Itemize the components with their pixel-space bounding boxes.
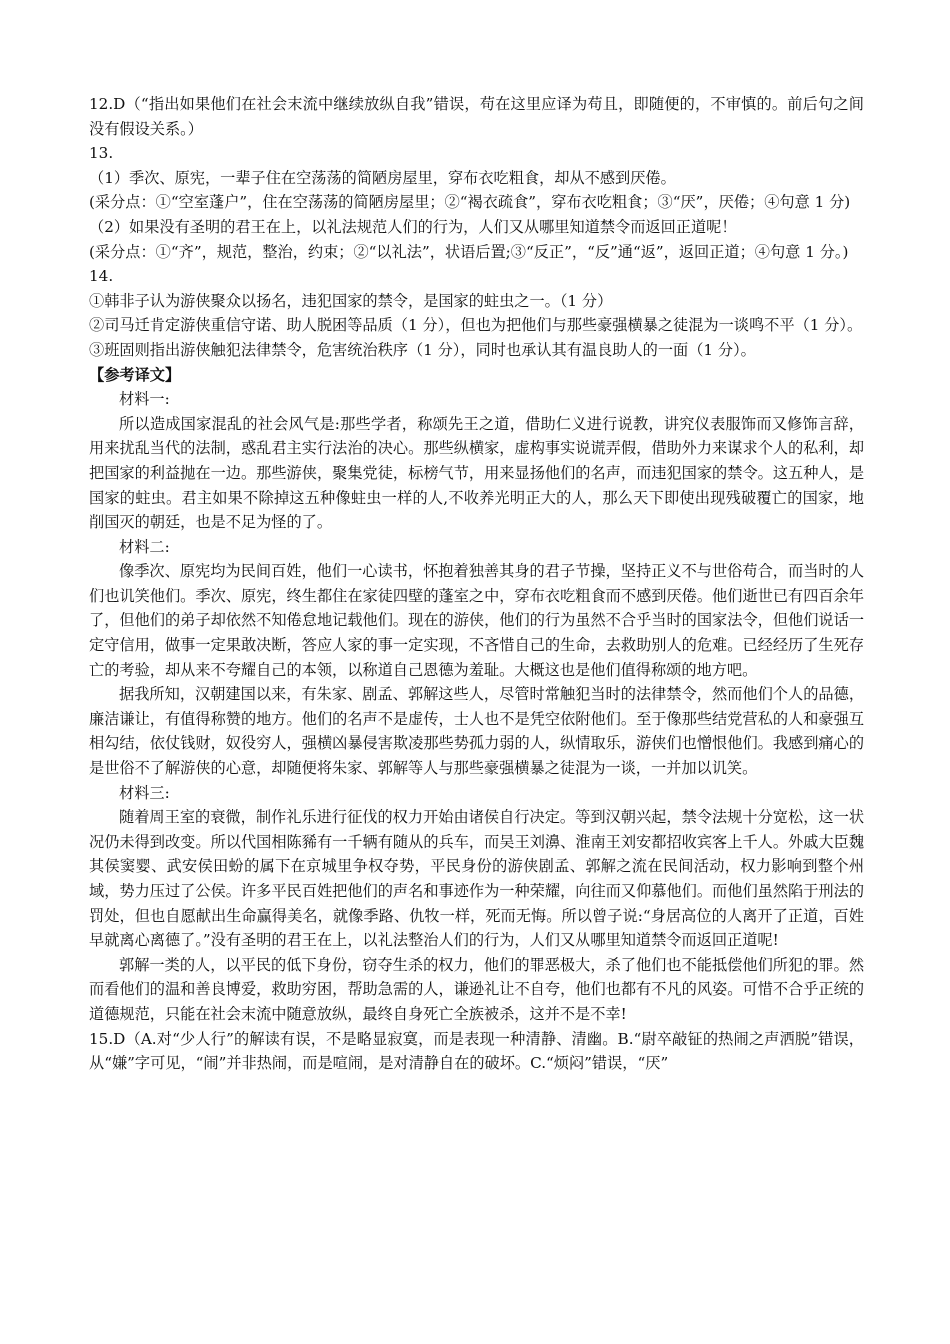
material-1-label: 材料一: [119,390,170,409]
answer-14-number: 14. [89,267,114,286]
translation-heading: 【参考译文】 [89,365,181,384]
answer-13-number: 13. [89,144,114,163]
material-3-paragraph-1: 随着周王室的衰微，制作礼乐进行征伐的权力开始由诸侯自行决定。等到汉朝兴起，禁令法规十分宽松，这一状况仍未得到改变。所以代国相陈豨有一千辆有随从的兵车，而吴王刘濞、淮南王刘安都招收宾客上千人。外戚大臣魏其侯窦婴、武安侯田蚡的属下在京城里争权夺势，平民身份的游侠剧孟、郭解之流在民间活动，权力影响到整个州域，势力压过了公侯。许多平民百姓把他们的声名和事迹作为一种荣耀，向往而又仰慕他们。而他们虽然陷于刑法的罚处，但也自愿献出生命赢得美名，就像季路、仇牧一样，死而无悔。所以曾子说:“身居高位的人离开了正道，百姓早就离心离德了。”没有圣明的君王在上，以礼法整治人们的行为，人们又从哪里知道禁令而返回正道呢! [89,808,864,950]
material-2-paragraph-1: 像季次、原宪均为民间百姓，他们一心读书，怀抱着独善其身的君子节操，坚持正义不与世俗苟合，而当时的人们也讥笑他们。季次、原宪，终生都住在家徒四壁的蓬室之中，穿布衣吃粗食而不感到厌倦。他们逝世已有四百余年了，但他们的弟子却依然不知倦怠地记载他们。现在的游侠，他们的行为虽然不合乎当时的国家法令，但他们说话一定守信用，做事一定果敢决断，答应人家的事一定实现，不吝惜自己的生命，去救助别人的危难。已经经历了生死存亡的考验，却从来不夸耀自己的本领，以称道自己恩德为羞耻。大概这也是他们值得称颂的地方吧。 [89,562,864,679]
answer-14-point-1: ①韩非子认为游侠聚众以扬名，违犯国家的禁令，是国家的蛀虫之一。（1 分） [89,291,613,310]
material-1-paragraph: 所以造成国家混乱的社会风气是:那些学者，称颂先王之道，借助仁义进行说教，讲究仪表服饰而又修饰言辞，用来扰乱当代的法制，惑乱君主实行法治的决心。那些纵横家，虚构事实说谎弄假，借助外力来谋求个人的私利，却把国家的利益抛在一边。那些游侠，聚集党徒，标榜气节，用来显扬他们的名声，而违犯国家的禁令。这五种人，是国家的蛀虫。君主如果不除掉这五种像蛀虫一样的人,不收养光明正大的人，那么天下即使出现残破覆亡的国家，地削国灭的朝廷，也是不足为怪的了。 [89,414,864,532]
answer-14-point-3: ③班固则指出游侠触犯法律禁令，危害统治秩序（1 分），同时也承认其有温良助人的一面（1 分）。 [89,340,756,359]
answer-15: 15.D（A.对“少人行”的解读有误，不是略显寂寞，而是表现一种清静、清幽。B.“尉卒敲钲的热闹之声洒脱”错误，从“嫌”字可见，“闹”并非热闹，而是喧闹，是对清静自在的破坏。C.“烦闷”错误，“厌” [89,1029,864,1073]
answer-13-part-1: （1）季次、原宪，一辈子住在空荡荡的简陋房屋里，穿布衣吃粗食，却从不感到厌倦。 [89,168,676,187]
material-3-paragraph-2: 郭解一类的人，以平民的低下身份，窃夺生杀的权力，他们的罪恶极大，杀了他们也不能抵偿他们所犯的罪。然而看他们的温和善良博爱，救助穷困，帮助急需的人，谦逊礼让不自夸，他们也都有不凡的风姿。可惜不合乎正统的道德规范，只能在社会末流中随意放纵，最终自身死亡全族被杀，这并不是不幸! [89,955,864,1023]
material-2-paragraph-2: 据我所知，汉朝建国以来，有朱家、剧孟、郭解这些人，尽管时常触犯当时的法律禁令，然而他们个人的品德，廉洁谦让，有值得称赞的地方。他们的名声不是虚传，士人也不是凭空依附他们。至于像那些结党营私的人和豪强互相勾结，依仗钱财，奴役穷人，强横凶暴侵害欺凌那些势孤力弱的人，纵情取乐，游侠们也憎恨他们。我感到痛心的是世俗不了解游侠的心意，却随便将朱家、郭解等人与那些豪强横暴之徒混为一谈，一并加以讥笑。 [89,685,864,778]
material-2-label: 材料二: [119,537,170,556]
answer-14-point-2: ②司马迁肯定游侠重信守诺、助人脱困等品质（1 分），但也为把他们与那些豪强横暴之徒混为一谈鸣不平（1 分）。 [89,316,863,335]
answer-13-part-2-scoring: (采分点：①“齐”，规范，整治，约束；②“以礼法”，状语后置;③“反正”，“反”通“返”，返回正道；④句意 1 分。) [89,242,849,261]
material-3-label: 材料三: [119,783,170,802]
document-page [89,92,864,1076]
answer-12: 12.D（“指出如果他们在社会末流中继续放纵自我”错误，苟在这里应译为苟且，即随便的，不审慎的。前后句之间没有假设关系。） [89,95,864,138]
answer-13-part-2: （2）如果没有圣明的君王在上，以礼法规范人们的行为，人们又从哪里知道禁令而返回正道呢！ [89,217,737,236]
answer-13-part-1-scoring: (采分点：①“空室蓬户”，住在空荡荡的简陋房屋里；②“褐衣疏食”，穿布衣吃粗食；③“厌”，厌倦；④句意 1 分) [89,193,851,212]
